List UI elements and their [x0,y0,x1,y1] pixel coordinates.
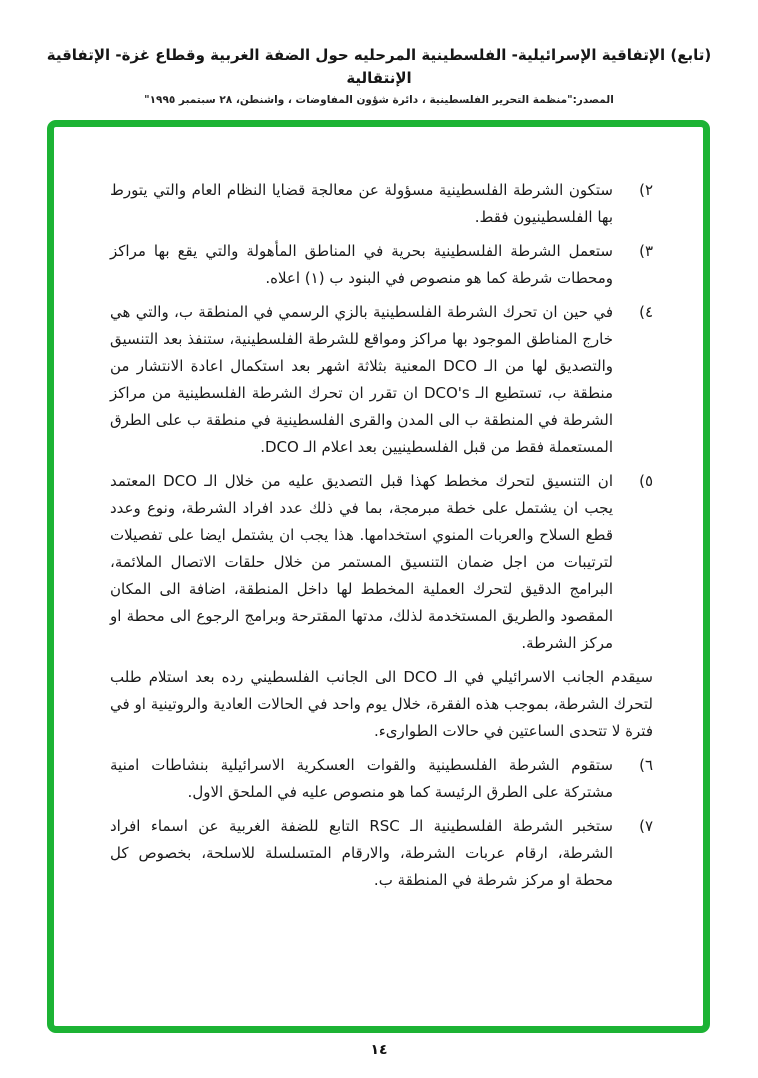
item-text: ستقوم الشرطة الفلسطينية والقوات العسكرية الاسرائيلية بنشاطات امنية مشتركة على الطرق الرئيسة كما هو منصوص عليه في الملحق الاول. [110,756,613,801]
green-border-frame [47,120,710,1033]
document-source-line: المصدر:"منظمة التحرير الفلسطينية ، دائرة شؤون المفاوضات ، واشنطن، ٢٨ سبتمبر ١٩٩٥" [144,94,614,106]
list-item [110,468,653,657]
item-text: ستكون الشرطة الفلسطينية مسؤولة عن معالجة قضايا النظام العام والتي يتورط بها الفلسطينيون فقط. [110,181,613,226]
list-item [110,664,653,745]
list-item [110,299,653,461]
item-marker: ٣) [639,242,653,260]
item-text: ستخبر الشرطة الفلسطينية الـ RSC التابع للضفة الغربية عن اسماء افراد الشرطة، ارقام عربات الشرطة، والارقام المتسلسلة للاسلحة، بخصوص كل محطة او مركز شرطة في المنطقة ب. [110,817,613,889]
item-text: ستعمل الشرطة الفلسطينية بحرية في المناطق المأهولة والتي يقع بها مراكز ومحطات شرطة كما هو منصوص في البنود ب (١) اعلاه. [110,242,613,287]
item-marker: ٥) [639,472,653,490]
item-marker: ٢) [639,181,653,199]
item-text: في حين ان تحرك الشرطة الفلسطينية بالزي الرسمي في المنطقة ب، والتي هي خارج المناطق الموجود بها مراكز ومواقع للشرطة الفلسطينية، ستنفذ بعد التنسيق والتصديق لها من الـ DCO المعنية بثلاثة اشهر بعد استكمال اعادة الانتشار من منطقة ب، تستطيع الـ DCO's ان تقرر ان تحرك الشرطة الفلسطينية من مراكز الشرطة في المنطقة ب الى المدن والقرى الفلسطينية في منطقة ب على الطرق المستعملة فقط من قبل الفلسطينيين بعد اعلام الـ DCO. [110,303,613,456]
page-number: ١٤ [370,1042,388,1058]
item-text: ان التنسيق لتحرك مخطط كهذا قبل التصديق عليه من خلال الـ DCO المعتمد يجب ان يشتمل على خطة مبرمجة، بما في ذلك عدد افراد الشرطة، ونوع وعدد قطع السلاح والعربات المنوي استخدامها. هذا يجب ان يشتمل ايضا على تفصيلات لترتيبات من اجل ضمان التنسيق المستمر من خلال حلقات الاتصال الملائمة، البرامج الدقيق لتحرك العملية المخطط لها داخل المنطقة، اضافة الى المكان المقصود والطريق المستخدمة لذلك، مدتها المقترحة وبرامج الرجوع الى محطة او مركز الشرطة. [110,472,613,652]
list-item [110,177,653,231]
document-header [30,44,728,106]
item-marker: ٧) [639,817,653,835]
item-text: سيقدم الجانب الاسرائيلي في الـ DCO الى الجانب الفلسطيني رده بعد استلام طلب لتحرك الشرطة، بموجب هذه الفقرة، خلال يوم واحد في الحالات العادية والروتينية او في فترة لا تتحدى الساعتين في حالات الطوارىء. [110,668,653,740]
document-body [110,177,653,901]
list-item [110,238,653,292]
item-marker: ٦) [639,756,653,774]
list-item [110,813,653,894]
list-item [110,752,653,806]
document-title: (تابع) الإتفاقية الإسرائيلية- الفلسطينية المرحليه حول الضفة الغربية وقطاع غزة- الإتفاقية الإنتقالية [46,46,712,87]
item-marker: ٤) [639,303,653,321]
